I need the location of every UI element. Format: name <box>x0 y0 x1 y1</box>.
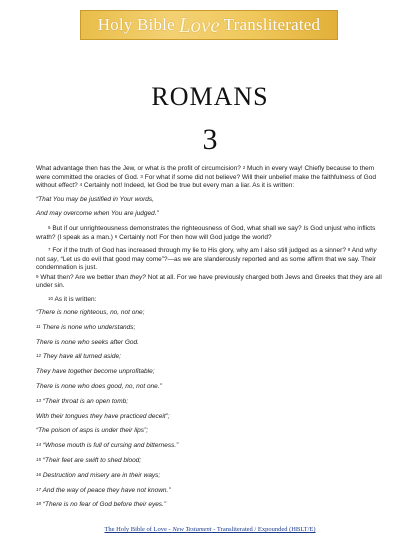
quote-line <box>36 457 386 466</box>
chapter-number: 3 <box>202 123 218 156</box>
quote-text: Destruction and misery are in their ways; <box>42 471 161 479</box>
quote-text: And the way of peace they have not known.” <box>42 486 171 494</box>
verse-number: 9 <box>36 273 39 279</box>
banner-love: Love <box>178 12 220 37</box>
verse-number: 14 <box>36 442 42 448</box>
paragraph-verses-7-8: $^7$ For if the truth of God has increased through my lie to His glory, why am I also still judged as a sinner? $^8$ And why not say, “Let us do evil that good may come”?—as we are slanderously reported and as some affirm that we say. Their condemnation is just. <box>36 247 377 272</box>
verse-text: As it is written: <box>54 295 97 303</box>
header-banner <box>80 10 338 40</box>
quote-line <box>36 472 386 481</box>
verse-number: 13 <box>36 397 42 403</box>
quote-line <box>36 353 386 362</box>
footer-link[interactable] <box>0 526 420 533</box>
quote-line: There is none who seeks after God. <box>36 338 139 346</box>
verse-number: 10 <box>48 295 54 301</box>
quote-text: “Whose mouth is full of cursing and bitterness.” <box>42 442 179 450</box>
quote-text: “Their feet are swift to shed blood; <box>42 457 142 465</box>
verse-number: 16 <box>36 471 42 477</box>
verse-text: For if the truth of God has increased through my lie to His glory, why am I also still judged as a sinner? <box>52 247 346 255</box>
quote-line: There is none who does good, no, not one.” <box>36 383 162 391</box>
quote-text: There is none who understands; <box>42 323 136 331</box>
quote-line <box>36 324 386 333</box>
quote-text: “Their throat is an open tomb; <box>42 397 129 405</box>
paragraph-verse-9: $^9$ What then? Are we better than they? Not at all. For we have previously charged both Jews and Greeks that they are all under sin. <box>36 273 382 290</box>
quote-line <box>36 442 386 451</box>
verse-number: 5 <box>48 225 51 231</box>
paragraph-verses-5-6: $^5$ But if our unrighteousness demonstrates the righteousness of God, what shall we say? Is God unjust who inflicts wrath? (I speak as a man.) $^6$ Certainly not! For then how will God judge the world? <box>36 225 376 241</box>
verse-number: 18 <box>36 501 42 507</box>
footer-text-post: - Transliterated / Expounded (HBLT/E) <box>211 526 316 533</box>
quote-line: “That You may be justified in Your words, <box>36 195 154 203</box>
paragraph-verses-1-4: What advantage then has the Jew, or what is the profit of circumcision? $^2$ Much in every way! Chiefly because to them were committed the oracles of God. $^3$ For what if some did not believe? Will their unbelief make the faithfulness of God without effect? $^4$ Certainly not! Indeed, let God be true but every man a liar. As it is written: <box>36 165 376 189</box>
banner-holy-bible: Holy Bible <box>97 15 175 34</box>
quote-line: “There is none righteous, no, not one; <box>36 309 145 317</box>
banner-transliterated: Transliterated <box>223 15 321 34</box>
verse-number: 6 <box>114 233 118 239</box>
quote-line: They have together become unprofitable; <box>36 368 155 376</box>
verse-number: 4 <box>79 182 83 187</box>
verse-number: 8 <box>347 247 351 253</box>
verse-number: 3 <box>140 173 143 179</box>
verse-number: 2 <box>242 165 246 170</box>
footer-text-pre: The Holy Bible of Love - <box>104 526 173 533</box>
quote-line <box>36 501 386 510</box>
verse-number: 7 <box>48 247 51 253</box>
footer-text-italic: New Testament <box>172 526 212 533</box>
verse-number: 15 <box>36 457 42 463</box>
chapter-text <box>36 165 386 516</box>
verse-number: 12 <box>36 353 42 359</box>
verse-number: 17 <box>36 486 42 492</box>
paragraph-verse-10 <box>36 296 386 305</box>
verse-number: 11 <box>36 323 41 329</box>
book-title: ROMANS <box>151 82 269 111</box>
verse-text: Certainly not! For then how will God judge the world? <box>119 233 272 241</box>
quote-text: “There is no fear of God before their eyes.” <box>42 501 167 509</box>
quote-line <box>36 398 386 407</box>
quote-line <box>36 487 386 496</box>
quote-line: “The poison of asps is under their lips”; <box>36 427 148 435</box>
quote-text: They have all turned aside; <box>42 353 121 361</box>
quote-line: With their tongues they have practiced deceit”; <box>36 412 170 420</box>
quote-line: And may overcome when You are judged.” <box>36 210 159 218</box>
